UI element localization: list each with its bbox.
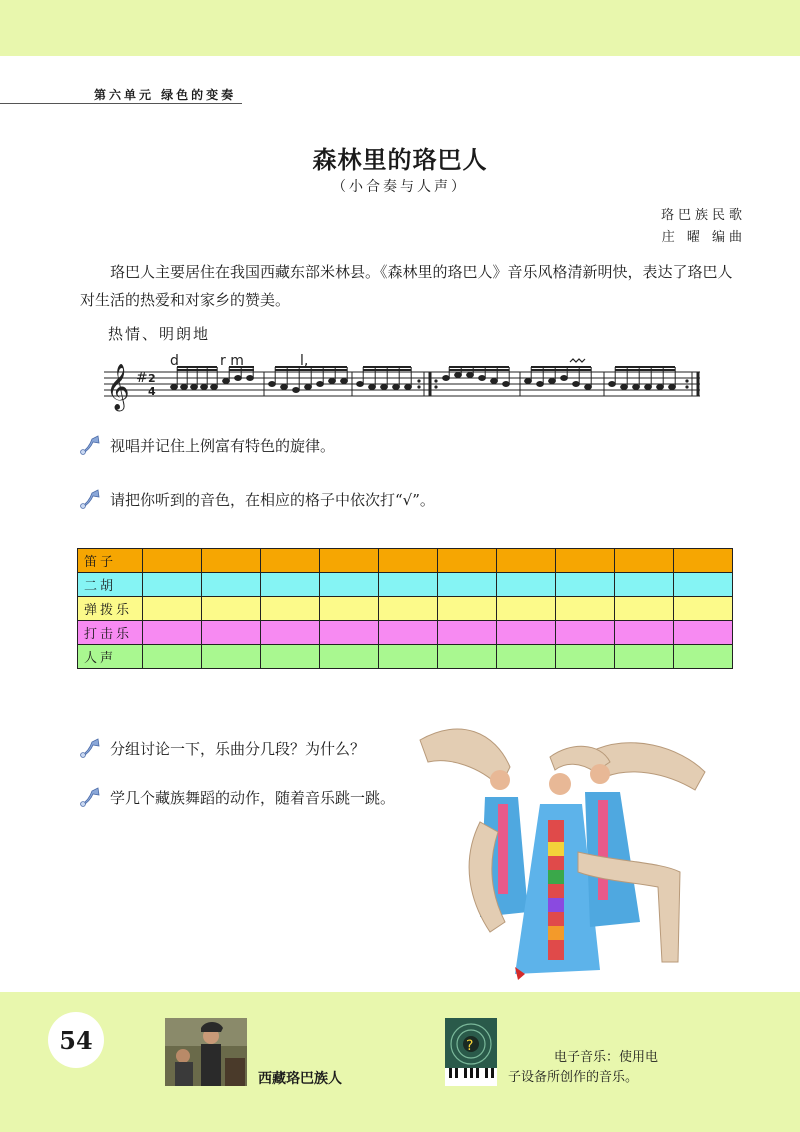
task-sight-sing bbox=[78, 433, 335, 457]
caption-luoba-people: 西藏珞巴族人 bbox=[258, 1071, 342, 1087]
checkbox-cell[interactable] bbox=[320, 621, 379, 645]
unit-header: 第六单元 绿色的变奏 bbox=[94, 88, 237, 102]
task-text: 学几个藏族舞蹈的动作，随着音乐跳一跳。 bbox=[110, 788, 396, 807]
intro-paragraph: 珞巴人主要居住在我国西藏东部米林县。《森林里的珞巴人》音乐风格清新明快，表达了珞巴人对生活的热爱和对家乡的赞美。 bbox=[80, 263, 733, 309]
note-head bbox=[657, 385, 664, 390]
note-head bbox=[381, 385, 388, 390]
note-head bbox=[503, 382, 510, 387]
instrument-row bbox=[78, 549, 733, 573]
checkbox-cell[interactable] bbox=[320, 549, 379, 573]
time-signature: 2 bbox=[148, 372, 156, 385]
checkbox-cell[interactable] bbox=[202, 621, 261, 645]
checkbox-cell[interactable] bbox=[497, 573, 556, 597]
checkbox-cell[interactable] bbox=[202, 573, 261, 597]
caption-music-line1: 电子音乐：使用电 bbox=[553, 1050, 658, 1065]
checkbox-cell[interactable] bbox=[438, 645, 497, 669]
note-head bbox=[211, 385, 218, 390]
checkbox-cell[interactable] bbox=[379, 597, 438, 621]
note-head bbox=[633, 385, 640, 390]
task-text: 请把你听到的音色，在相应的格子中依次打“√”。 bbox=[110, 490, 435, 509]
checkbox-cell[interactable] bbox=[497, 645, 556, 669]
key-sharp: # bbox=[136, 370, 148, 386]
checkbox-cell[interactable] bbox=[438, 597, 497, 621]
checkbox-cell[interactable] bbox=[615, 645, 674, 669]
checkbox-cell[interactable] bbox=[497, 597, 556, 621]
note-head bbox=[281, 385, 288, 390]
task-discuss-sections bbox=[78, 736, 365, 760]
tempo-marking: 热情、明朗地 bbox=[108, 325, 211, 343]
checkbox-cell[interactable] bbox=[438, 621, 497, 645]
instrument-row bbox=[78, 645, 733, 669]
tibetan-dancers-photo bbox=[400, 712, 720, 982]
checkbox-cell[interactable] bbox=[674, 621, 733, 645]
trill-mark bbox=[570, 359, 585, 362]
note-head bbox=[305, 385, 312, 390]
note-head bbox=[357, 382, 364, 387]
syllable-l: l, bbox=[300, 353, 309, 369]
page-number: 54 bbox=[48, 1012, 104, 1068]
note-head bbox=[369, 385, 376, 390]
note-head bbox=[235, 376, 242, 381]
song-subtitle: （小合奏与人声） bbox=[332, 179, 468, 195]
treble-clef: 𝄞 bbox=[106, 364, 130, 410]
checkbox-cell[interactable] bbox=[556, 549, 615, 573]
svg-text:4: 4 bbox=[148, 385, 156, 398]
checkbox-cell[interactable] bbox=[261, 645, 320, 669]
top-band bbox=[0, 0, 800, 56]
note-head bbox=[573, 382, 580, 387]
note-head bbox=[669, 385, 676, 390]
checkbox-cell[interactable] bbox=[497, 549, 556, 573]
horn-icon bbox=[78, 433, 102, 457]
checkbox-cell[interactable] bbox=[674, 597, 733, 621]
checkbox-cell[interactable] bbox=[674, 645, 733, 669]
task-text: 视唱并记住上例富有特色的旋律。 bbox=[110, 436, 336, 455]
checkbox-cell[interactable] bbox=[261, 573, 320, 597]
checkbox-cell[interactable] bbox=[202, 549, 261, 573]
electronic-music-image bbox=[445, 1018, 497, 1086]
checkbox-cell[interactable] bbox=[615, 597, 674, 621]
note-head bbox=[455, 373, 462, 378]
instrument-label: 笛子 bbox=[78, 549, 143, 573]
horn-icon bbox=[78, 487, 102, 511]
checkbox-cell[interactable] bbox=[261, 597, 320, 621]
syllable-d: d bbox=[170, 353, 179, 369]
horn-icon bbox=[78, 785, 102, 809]
syllable-rm: r m bbox=[220, 353, 244, 369]
note-head bbox=[341, 379, 348, 384]
instrument-label: 人声 bbox=[78, 645, 143, 669]
song-title: 森林里的珞巴人 bbox=[312, 146, 488, 174]
checkbox-cell[interactable] bbox=[379, 621, 438, 645]
checkbox-cell[interactable] bbox=[556, 621, 615, 645]
note-head bbox=[181, 385, 188, 390]
score-notes bbox=[171, 367, 676, 393]
note-head bbox=[201, 385, 208, 390]
instrument-label: 打击乐 bbox=[78, 621, 143, 645]
song-credits bbox=[661, 205, 746, 249]
checkbox-cell[interactable] bbox=[674, 549, 733, 573]
checkbox-cell[interactable] bbox=[202, 597, 261, 621]
instrument-row bbox=[78, 621, 733, 645]
checkbox-cell[interactable] bbox=[674, 573, 733, 597]
note-head bbox=[621, 385, 628, 390]
checkbox-cell[interactable] bbox=[202, 645, 261, 669]
checkbox-cell[interactable] bbox=[143, 621, 202, 645]
checkbox-cell[interactable] bbox=[497, 621, 556, 645]
note-head bbox=[479, 376, 486, 381]
checkbox-cell[interactable] bbox=[143, 645, 202, 669]
note-head bbox=[491, 379, 498, 384]
note-head bbox=[645, 385, 652, 390]
note-head bbox=[223, 379, 230, 384]
instrument-label: 弹拨乐 bbox=[78, 597, 143, 621]
note-head bbox=[467, 373, 474, 378]
checkbox-cell[interactable] bbox=[143, 573, 202, 597]
checkbox-cell[interactable] bbox=[615, 549, 674, 573]
note-head bbox=[293, 388, 300, 393]
task-mark-timbre bbox=[78, 487, 435, 511]
note-head bbox=[585, 385, 592, 390]
dancer-right bbox=[585, 764, 640, 927]
note-head bbox=[549, 379, 556, 384]
note-head bbox=[269, 382, 276, 387]
checkbox-cell[interactable] bbox=[615, 621, 674, 645]
note-head bbox=[317, 382, 324, 387]
luoba-people-photo bbox=[165, 1018, 247, 1086]
note-head bbox=[171, 385, 178, 390]
checkbox-cell[interactable] bbox=[556, 645, 615, 669]
instrument-label: 二胡 bbox=[78, 573, 143, 597]
caption-music-line2: 子设备所创作的音乐。 bbox=[508, 1070, 639, 1085]
checkbox-cell[interactable] bbox=[320, 573, 379, 597]
note-head bbox=[537, 382, 544, 387]
checkbox-cell[interactable] bbox=[379, 549, 438, 573]
header-rule bbox=[0, 103, 242, 104]
checkbox-cell[interactable] bbox=[320, 597, 379, 621]
svg-text:?: ? bbox=[466, 1038, 474, 1054]
task-text: 分组讨论一下，乐曲分几段？为什么？ bbox=[110, 739, 366, 758]
caption-electronic-music bbox=[508, 1048, 658, 1088]
note-head bbox=[393, 385, 400, 390]
checkbox-cell[interactable] bbox=[379, 645, 438, 669]
checkbox-cell[interactable] bbox=[379, 573, 438, 597]
instrument-row bbox=[78, 597, 733, 621]
credit-origin: 珞巴族民歌 bbox=[660, 208, 746, 223]
note-head bbox=[609, 382, 616, 387]
task-dance bbox=[78, 785, 395, 809]
note-head bbox=[405, 385, 412, 390]
credit-arranger: 庄 曜 编曲 bbox=[661, 230, 746, 245]
checkbox-cell[interactable] bbox=[615, 573, 674, 597]
instrument-row bbox=[78, 573, 733, 597]
checkbox-cell[interactable] bbox=[143, 549, 202, 573]
checkbox-cell[interactable] bbox=[261, 549, 320, 573]
note-head bbox=[191, 385, 198, 390]
note-head bbox=[443, 376, 450, 381]
checkbox-cell[interactable] bbox=[438, 573, 497, 597]
note-head bbox=[329, 379, 336, 384]
checkbox-cell[interactable] bbox=[556, 573, 615, 597]
checkbox-cell[interactable] bbox=[438, 549, 497, 573]
instrument-table bbox=[77, 548, 733, 669]
checkbox-cell[interactable] bbox=[261, 621, 320, 645]
note-head bbox=[525, 379, 532, 384]
note-head bbox=[561, 376, 568, 381]
checkbox-cell[interactable] bbox=[556, 597, 615, 621]
music-score bbox=[104, 350, 704, 420]
checkbox-cell[interactable] bbox=[143, 597, 202, 621]
bottom-band bbox=[0, 992, 800, 1132]
note-head bbox=[247, 376, 254, 381]
checkbox-cell[interactable] bbox=[320, 645, 379, 669]
horn-icon bbox=[78, 736, 102, 760]
